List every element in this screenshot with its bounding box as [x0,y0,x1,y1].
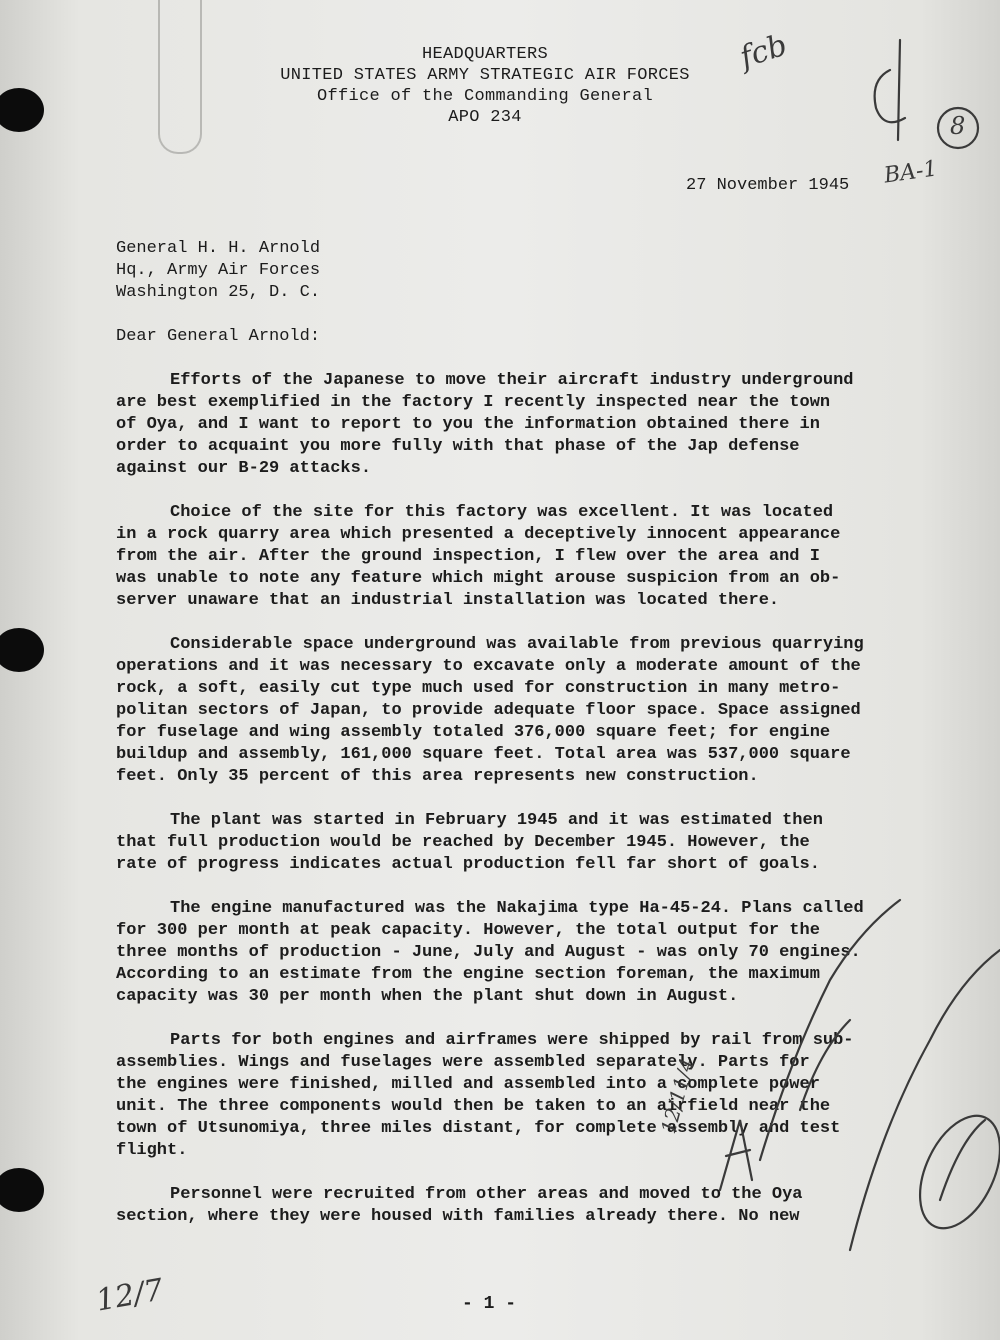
paragraph: The engine manufactured was the Nakajima type Ha-45-24. Plans called for 300 per month at peak capacity. However, the total output for the three months of production - June, July and August - was only 70 engines. According to an estimate from the engine section foreman, the maximum capacity was 30 per month when the plant shut down in August. [116,899,864,1006]
punch-hole [0,628,44,672]
paragraph: Considerable space underground was available from previous quarrying operations and it was necessary to excavate only a moderate amount of the rock, a soft, easily cut type much used for construction in many metro- politan sectors of Japan, to provide adequate floor space. Space assigned for fuselage and wing assembly totaled 376,000 square feet; for engine buildup and assembly, 161,000 square feet. Total area was 537,000 square feet. Only 35 percent of this area represents new construction. [116,635,864,786]
handwritten-code: BA-1 [882,156,939,189]
handwritten-date-note: 12/11/4 [656,1055,700,1137]
letterhead-line: APO 234 [448,108,522,127]
page-number: - 1 - [462,1294,517,1314]
letterhead-line: Office of the Commanding General [316,87,654,106]
paragraph: The plant was started in February 1945 and it was estimated then that full production would be reached by December 1945. However, the rate of progress indicates actual production fell far short of goals. [116,811,823,874]
letter-date: 27 November 1945 [686,176,850,195]
letterhead-line: HEADQUARTERS [421,45,549,64]
paragraph: Parts for both engines and airframes were shipped by rail from sub- assemblies. Wings and fuselages were assembled separately. Parts for the engines were finished, milled and assembled into a complete power unit. The three components would then be taken to an airfield near the town of Utsunomiya, three miles distant, for complete assembly and test flight. [116,1031,854,1160]
handwritten-stroke [940,1120,985,1200]
recipient-org: Hq., Army Air Forces [116,261,321,280]
paragraph: Personnel were recruited from other areas and moved to the Oya section, where they were housed with families already there. No new [116,1185,803,1226]
recipient-address [116,238,320,304]
handwritten-initials: fcb [735,27,792,76]
handwritten-page-mark: 12/7 [93,1272,166,1319]
recipient-city: Washington 25, D. C. [116,283,321,302]
punch-hole [0,1168,44,1212]
letterhead [0,44,970,128]
letter-body [116,370,906,1250]
paragraph: Choice of the site for this factory was excellent. It was located in a rock quarry area which presented a deceptively innocent appearance from the air. After the ground inspection, I flew over the area and I was unable to note any feature which might arouse suspicion from an ob- server unaware that an industrial installation was located there. [116,503,841,610]
recipient-name: General H. H. Arnold [116,239,321,258]
letterhead-line: UNITED STATES ARMY STRATEGIC AIR FORCES [280,66,690,85]
handwritten-circle [904,1103,1000,1240]
paragraph: Efforts of the Japanese to move their aircraft industry underground are best exemplified in the factory I recently inspected near the town of Oya, and I want to report to you the information obtained there in order to acquaint you more fully with that phase of the Jap defense against our B-29 attacks. [116,371,854,478]
salutation: Dear General Arnold: [116,327,321,346]
circled-number: 8 [950,112,966,140]
